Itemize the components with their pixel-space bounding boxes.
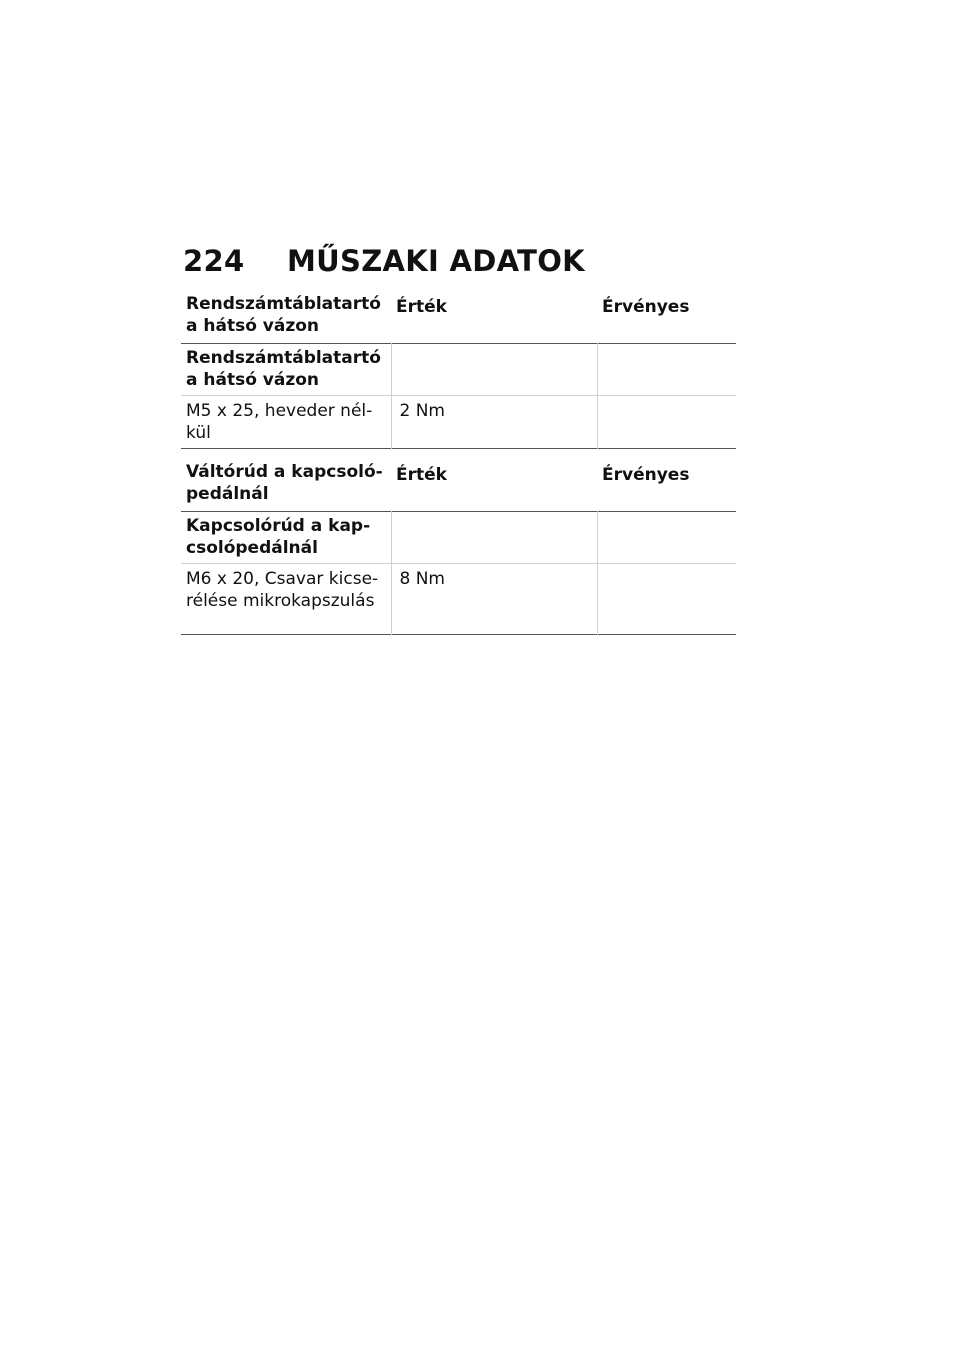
spec-table-shift-rod <box>181 461 736 635</box>
column-header-valid: Érvényes <box>602 465 690 485</box>
table-subheading: Rendszámtáblatartó a hátsó vázon <box>186 348 381 390</box>
table-header-row <box>181 293 736 344</box>
row-valid <box>597 396 736 449</box>
row-valid <box>597 564 736 635</box>
page-number: 224 <box>183 244 245 278</box>
spec-table-license-plate-holder <box>181 293 736 449</box>
column-header-value: Érték <box>396 297 447 317</box>
table-row <box>181 564 736 635</box>
empty-cell <box>391 344 597 396</box>
table-subheading: Kapcsolórúd a kap-csolópedálnál <box>186 516 371 558</box>
empty-cell <box>391 512 597 564</box>
row-description: M6 x 20, Csavar kicse-rélése mikrokapszulás <box>186 569 379 611</box>
table-row <box>181 396 736 449</box>
row-value: 8 Nm <box>391 564 597 635</box>
row-description: M5 x 25, heveder nél-kül <box>186 401 373 443</box>
empty-cell <box>597 512 736 564</box>
table-subheading-row <box>181 512 736 564</box>
row-value: 2 Nm <box>391 396 597 449</box>
table-header-row <box>181 461 736 512</box>
column-header-item: Rendszámtáblatartó a hátsó vázon <box>186 294 381 336</box>
empty-cell <box>597 344 736 396</box>
column-header-item: Váltórúd a kapcsoló-pedálnál <box>186 462 383 504</box>
column-header-valid: Érvényes <box>602 297 690 317</box>
page-header <box>183 244 585 278</box>
column-header-value: Érték <box>396 465 447 485</box>
page-title: MŰSZAKI ADATOK <box>287 244 585 278</box>
table-subheading-row <box>181 344 736 396</box>
